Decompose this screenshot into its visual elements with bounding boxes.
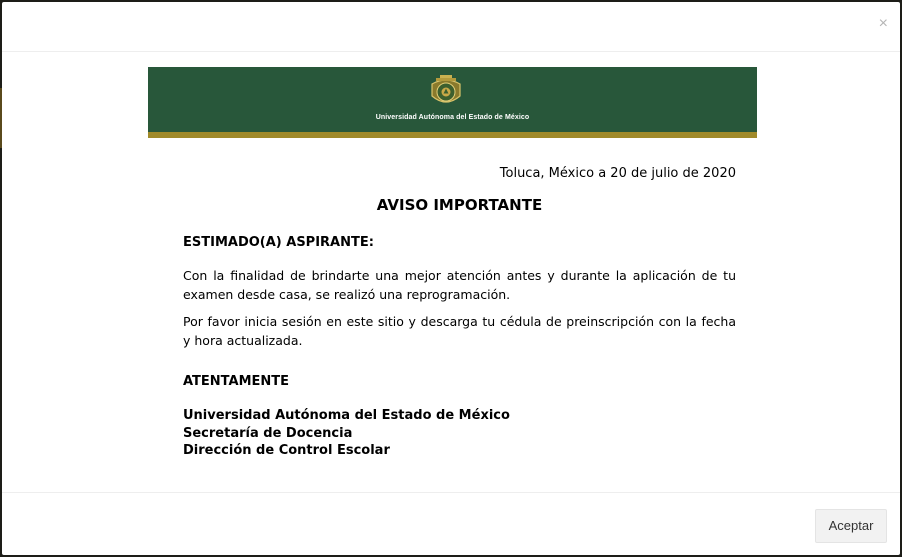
banner-title: Universidad Autónoma del Estado de México bbox=[375, 114, 530, 121]
letter-closing: ATENTAMENTE bbox=[183, 374, 290, 389]
letter-signature bbox=[183, 407, 736, 460]
close-icon[interactable]: × bbox=[878, 15, 888, 32]
modal-header bbox=[2, 2, 900, 52]
university-crest-icon bbox=[427, 74, 465, 110]
modal-body bbox=[2, 52, 900, 492]
signature-line-direction: Dirección de Control Escolar bbox=[183, 443, 390, 458]
signature-line-secretariat: Secretaría de Docencia bbox=[183, 425, 353, 441]
letter-heading: AVISO IMPORTANTE bbox=[376, 196, 543, 214]
notice-modal bbox=[2, 2, 900, 555]
modal-footer bbox=[2, 492, 900, 556]
letter-greeting: ESTIMADO(A) ASPIRANTE: bbox=[183, 235, 374, 250]
letter-paragraph-1: Con la finalidad de brindarte una mejor atención antes y durante la aplicación de tu examen desde casa, se realizó una reprogramación. bbox=[183, 268, 736, 302]
letter-date: Toluca, México a 20 de julio de 2020 bbox=[499, 166, 736, 181]
notice-letter bbox=[183, 166, 736, 460]
signature-line-university: Universidad Autónoma del Estado de México bbox=[183, 408, 510, 423]
accept-button[interactable]: Aceptar bbox=[815, 509, 887, 543]
letter-paragraph-2: Por favor inicia sesión en este sitio y descarga tu cédula de preinscripción con la fecha y hora actualizada. bbox=[183, 314, 736, 348]
university-banner bbox=[148, 67, 757, 138]
